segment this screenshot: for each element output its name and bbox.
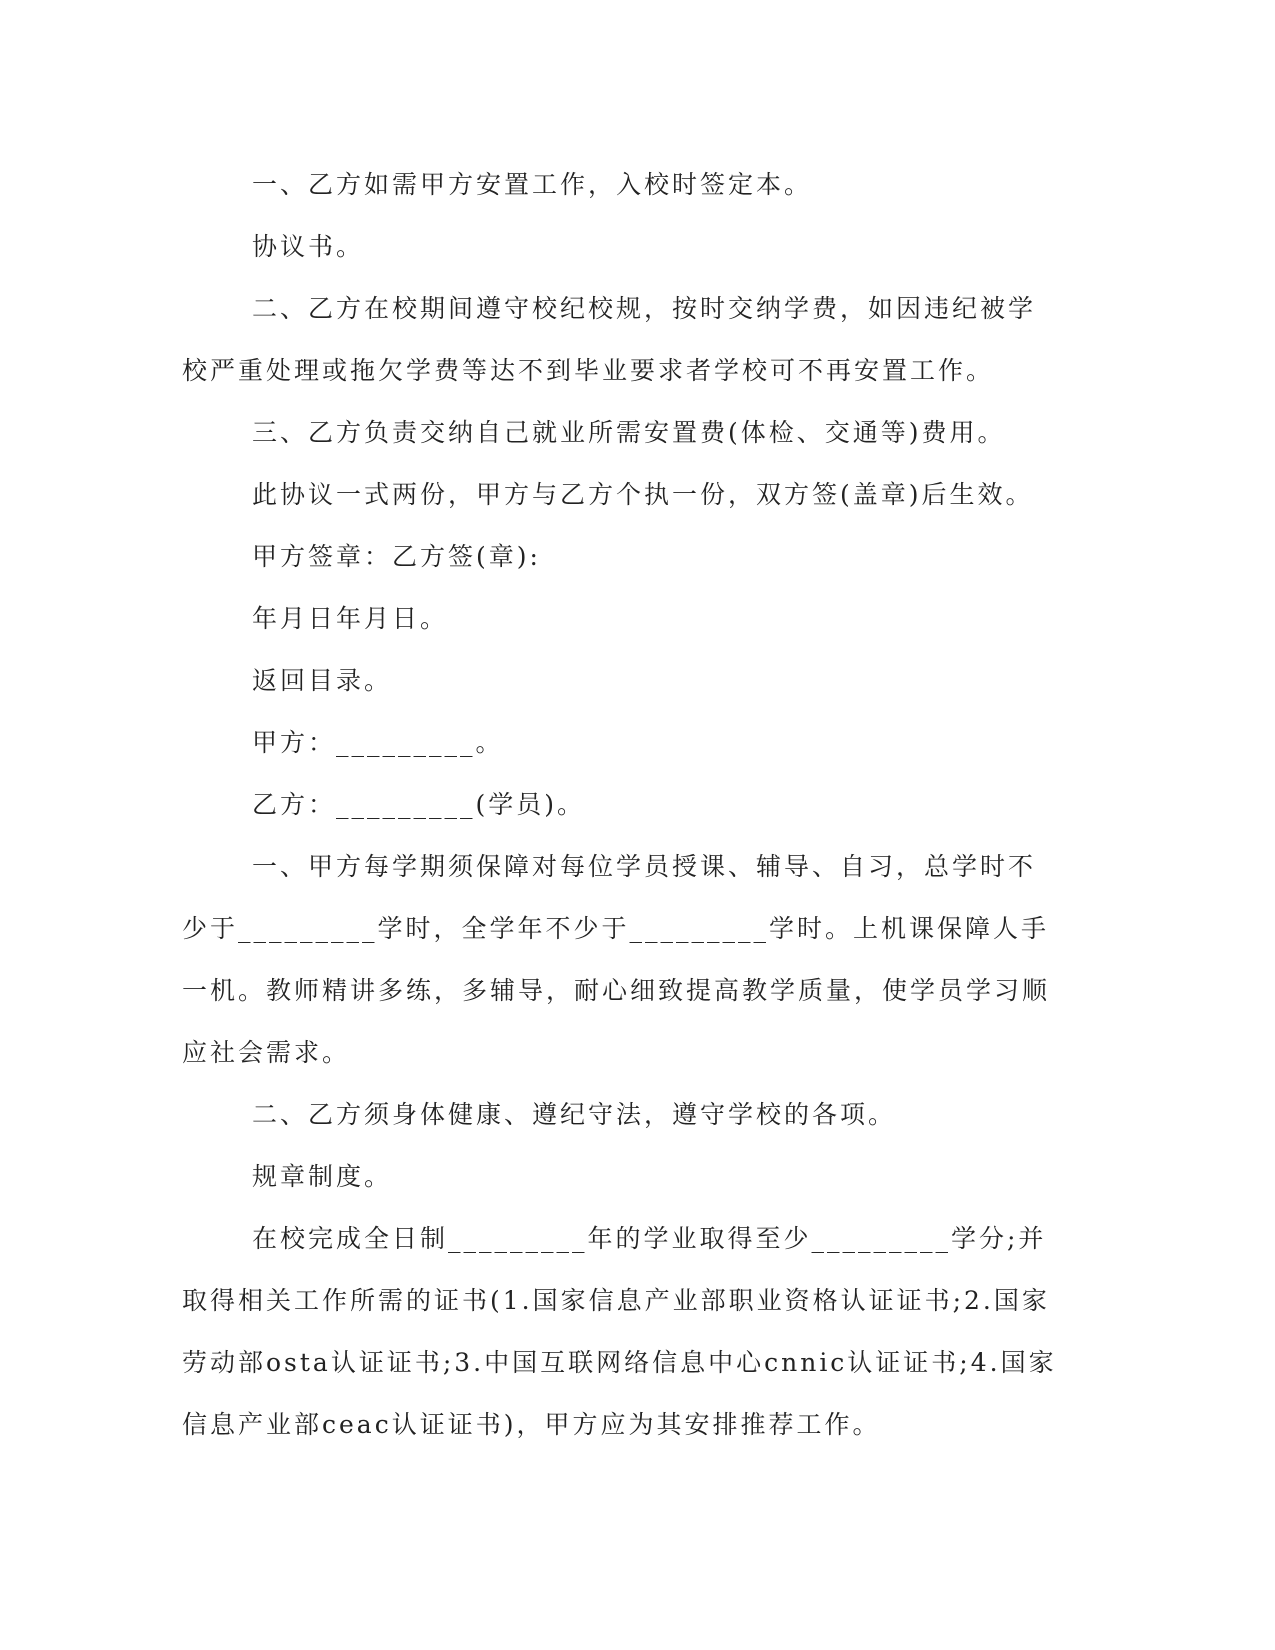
paragraph-dates: 年月日年月日。 [252, 604, 449, 633]
paragraph-certificates: 在校完成全日制_________年的学业取得至少_________学分;并取得相关工作所需的证书(1.国家信息产业部职业资格认证证书;2.国家劳动部osta认证证书;3.中国互联网络信息中心cnnic认证证书;4.国家信息产业部ceac认证证书)，甲方应为其安排推荐工作。 [182, 1224, 1057, 1439]
paragraph-clause-3-fees: 三、乙方负责交纳自己就业所需安置费(体检、交通等)费用。 [252, 418, 1006, 447]
paragraph-signatures: 甲方签章：乙方签(章): [252, 542, 541, 571]
paragraph-party-a: 甲方：_________。 [252, 728, 504, 757]
paragraph-agreement-word: 协议书。 [252, 232, 365, 261]
paragraph-clause-2-health: 二、乙方须身体健康、遵纪守法，遵守学校的各项。 [252, 1100, 897, 1129]
paragraph-party-b: 乙方：_________(学员)。 [252, 790, 586, 819]
paragraph-return-toc: 返回目录。 [252, 666, 393, 695]
paragraph-clause-1-placement: 一、乙方如需甲方安置工作，入校时签定本。 [252, 170, 813, 199]
paragraph-regulations: 规章制度。 [252, 1162, 393, 1191]
paragraph-clause-1-teaching: 一、甲方每学期须保障对每位学员授课、辅导、自习，总学时不少于_________学时，全学年不少于_________学时。上机课保障人手一机。教师精讲多练，多辅导，耐心细致提高教学质量，使学员学习顺应社会需求。 [182, 852, 1051, 1067]
paragraph-copies: 此协议一式两份，甲方与乙方个执一份，双方签(盖章)后生效。 [252, 480, 1034, 509]
paragraph-clause-2-discipline: 二、乙方在校期间遵守校纪校规，按时交纳学费，如因违纪被学校严重处理或拖欠学费等达不到毕业要求者学校可不再安置工作。 [182, 294, 1037, 385]
document-body [182, 154, 1062, 1456]
